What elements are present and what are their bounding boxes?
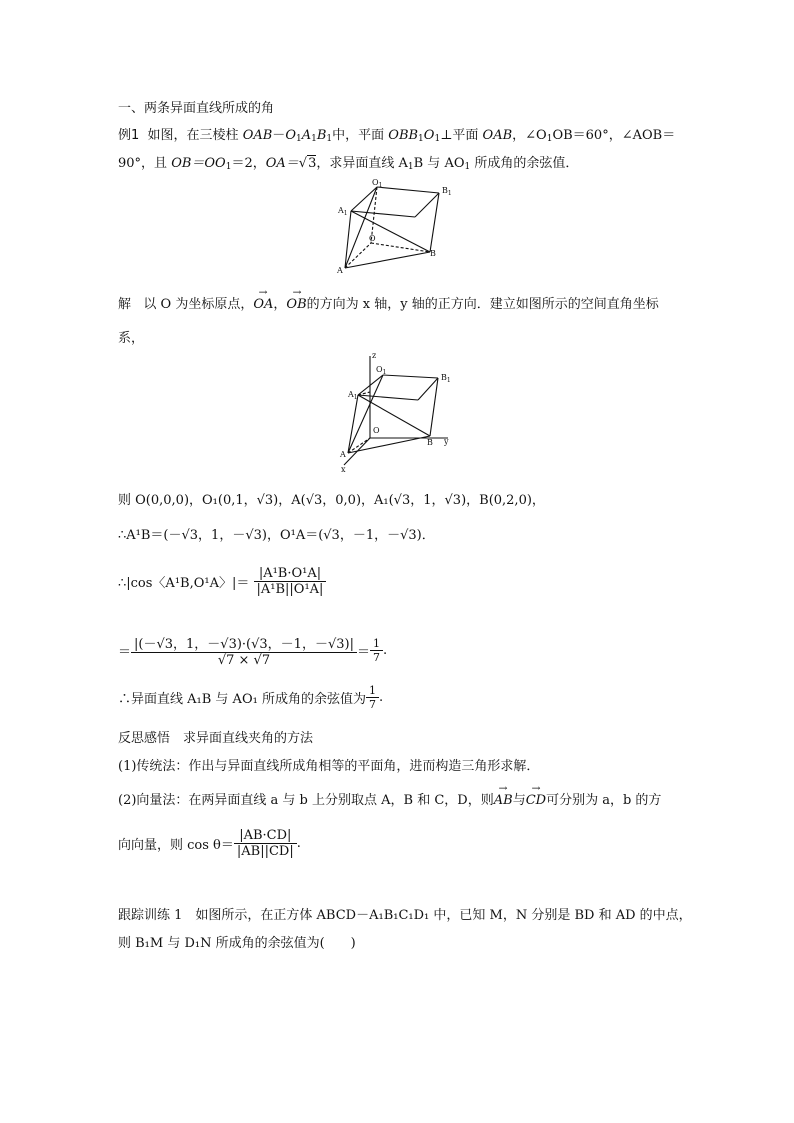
conclusion-numerator: 1 xyxy=(366,684,379,698)
vector-AB: → AB xyxy=(494,793,513,808)
coordinates-line: 则 O(0,0,0)，O₁(0,1，√3)，A(√3，0,0)，A₁(√3，1，√3)，B(0,2,0)， xyxy=(118,493,545,508)
label-O: O xyxy=(373,426,380,435)
text: 所成角的余弦值． xyxy=(470,156,579,171)
costheta-fraction xyxy=(234,828,297,859)
text: ，∠O xyxy=(512,128,547,143)
text: 90°，且 xyxy=(118,156,172,171)
sub: 1 xyxy=(225,162,232,172)
plane: OAB xyxy=(482,128,513,143)
vector-OA: → OA xyxy=(253,297,273,312)
label-O1: $O_1$ xyxy=(372,178,383,189)
cos-numerator: |A¹B·O¹A| xyxy=(254,566,327,582)
conclusion-line xyxy=(118,684,383,711)
sub: 1 xyxy=(311,134,317,144)
cos-formula xyxy=(118,566,326,597)
label-A1: $A_1$ xyxy=(338,206,348,217)
axis-z: z xyxy=(372,351,377,360)
text: ， xyxy=(273,297,287,312)
cos-denominator: |A¹B||O¹A| xyxy=(256,582,324,597)
label-A: A xyxy=(340,450,346,459)
period: . xyxy=(378,690,384,705)
calc-denominator: √7 × √7 xyxy=(217,653,271,668)
label-B: B xyxy=(427,438,433,447)
label-O: O xyxy=(369,234,376,243)
result-fraction xyxy=(370,637,383,664)
text: (2)向量法：在两异面直线 a 与 b 上分别取点 A，B 和 C，D，则 xyxy=(118,793,494,808)
label-B1: $B_1$ xyxy=(442,186,452,197)
vectors-line: ∴A¹B＝(－√3，1，－√3)，O¹A＝(√3，－1，－√3)． xyxy=(118,528,435,543)
vertex: B xyxy=(316,128,327,143)
conclusion-text: ∴异面直线 A₁B 与 AO₁ 所成角的余弦值为 xyxy=(118,692,366,707)
sub: 1 xyxy=(434,134,441,144)
text: ，求异面直线 A xyxy=(316,156,408,171)
plane: OBB xyxy=(388,128,419,143)
sub: 1 xyxy=(546,134,553,144)
text: ＝2， xyxy=(231,156,266,171)
period: . xyxy=(382,643,388,658)
text: B 与 AO xyxy=(413,156,465,171)
label-O1: $O_1$ xyxy=(376,365,387,376)
solution-line-2: 系， xyxy=(118,331,145,346)
text: ⊥平面 xyxy=(440,128,483,143)
result-numerator: 1 xyxy=(370,637,383,651)
period: . xyxy=(296,836,301,851)
conclusion-denominator: 7 xyxy=(368,698,376,711)
eq: OA＝ xyxy=(265,156,299,171)
example-text: 如图，在三棱柱 xyxy=(147,128,243,143)
text: OB＝60°，∠AOB＝ xyxy=(552,128,676,143)
costheta-numerator: |AB·CD| xyxy=(234,828,297,844)
text: 的方向为 x 轴，y 轴的正方向．建立如图所示的空间直角坐标 xyxy=(306,297,659,312)
sub: 1 xyxy=(418,134,424,144)
section-title: 一、两条异面直线所成的角 xyxy=(118,101,275,116)
axis-x: x xyxy=(341,465,346,474)
reflect-p2 xyxy=(118,789,661,808)
sub: 1 xyxy=(326,134,333,144)
text: 中，平面 xyxy=(332,128,389,143)
vector-CD: → CD xyxy=(526,793,546,808)
costheta-denominator: |AB||CD| xyxy=(236,844,294,859)
calc-numerator: |(－√3，1，－√3)·(√3，－1，－√3)| xyxy=(131,633,357,653)
prism-figure-1 xyxy=(335,175,455,275)
prism-name: OAB xyxy=(242,128,273,143)
practice-line-1: 跟踪训练 1 如图所示，在正方体 ABCD－A₁B₁C₁D₁ 中，已知 M，N 分别是 BD 和 AD 的中点， xyxy=(118,908,692,923)
plane: O xyxy=(423,128,435,143)
solution-line-1 xyxy=(118,293,659,312)
sub: 1 xyxy=(464,162,471,172)
calc-line xyxy=(118,633,387,668)
result-denominator: 7 xyxy=(372,651,380,664)
label-B1: $B_1$ xyxy=(441,373,451,384)
axis-y: y xyxy=(444,437,449,446)
text: 可分别为 a，b 的方 xyxy=(546,793,662,808)
cos-lhs: ∴|cos〈A¹B,O¹A〉|＝ xyxy=(118,576,250,591)
text: 与 xyxy=(512,793,526,808)
vector-OB: → OB xyxy=(286,297,306,312)
reflect-title: 反思感悟 求异面直线夹角的方法 xyxy=(118,731,314,746)
vertex: A xyxy=(301,128,312,143)
calc-fraction xyxy=(131,633,357,668)
example-line-2: 90°，且 $OB=OO_1=2$，OA＝√3，求异面直线 $A_1B$ 与 $AO_1$ 所成角的余弦值． xyxy=(118,156,579,172)
cos-fraction xyxy=(254,566,327,597)
dash: － xyxy=(272,128,286,143)
label-A1: $A_1$ xyxy=(348,390,358,401)
text: 以 O 为坐标原点， xyxy=(143,297,254,312)
sqrt-value: 3 xyxy=(308,156,317,171)
solution-label: 解 xyxy=(118,297,132,312)
text: 向向量，则 cos θ＝ xyxy=(118,838,234,853)
example-line-1 xyxy=(118,124,675,144)
eq-sign: ＝ xyxy=(356,645,370,660)
reflect-p1: (1)传统法：作出与异面直线所成角相等的平面角，进而构造三角形求解． xyxy=(118,759,540,774)
conclusion-fraction xyxy=(366,684,379,711)
label-A: A xyxy=(337,266,343,275)
sub: 1 xyxy=(407,162,414,172)
eq: OB＝OO xyxy=(171,156,226,171)
reflect-p3 xyxy=(118,828,301,859)
label-B: B xyxy=(430,249,436,258)
example-label: 例1 xyxy=(118,128,140,143)
sub: 1 xyxy=(295,134,302,144)
practice-line-2: 则 B₁M 与 D₁N 所成角的余弦值为( ) xyxy=(118,936,356,951)
prism-name-2: O xyxy=(285,128,296,143)
eq-sign: ＝ xyxy=(118,645,132,660)
prism-figure-2 xyxy=(338,350,458,475)
